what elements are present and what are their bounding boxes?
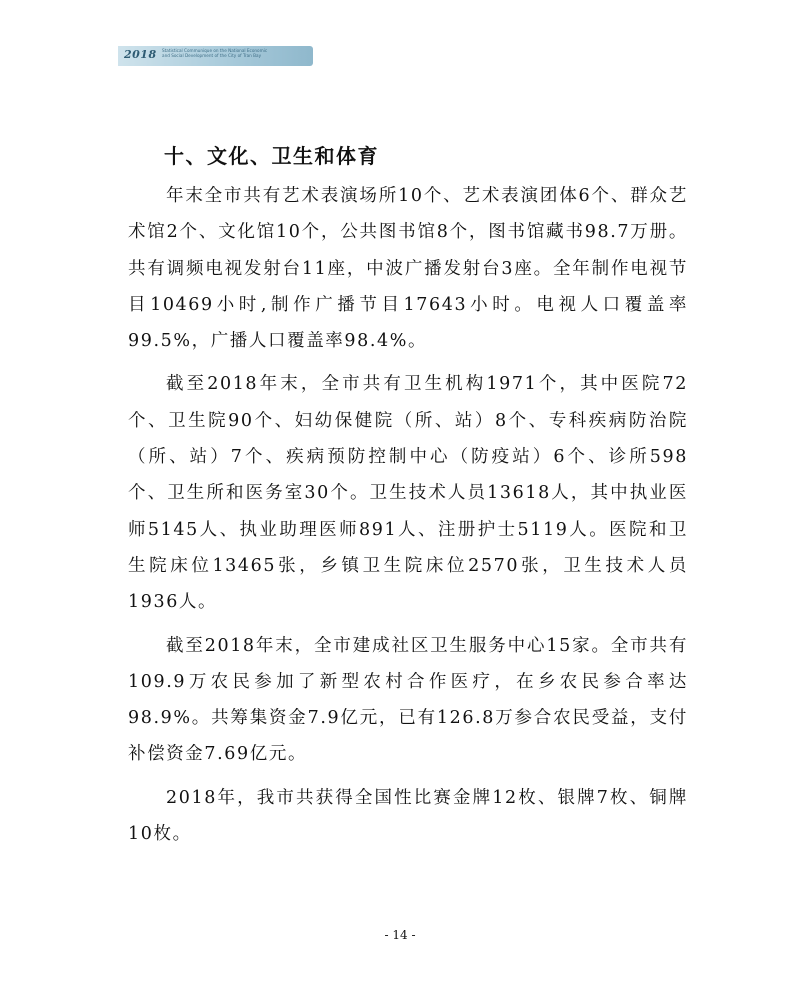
header-year: 2018	[124, 48, 157, 61]
paragraph-culture: 年末全市共有艺术表演场所10个、艺术表演团体6个、群众艺术馆2个、文化馆10个，公共图书馆8个，图书馆藏书98.7万册。共有调频电视发射台11座，中波广播发射台3座。全年制作电视节目10469小时,制作广播节目17643小时。电视人口覆盖率99.5%，广播人口覆盖率98.4%。	[128, 186, 688, 352]
page-number: - 14 -	[384, 928, 416, 942]
header-banner	[118, 46, 313, 66]
paragraph-sports: 2018年，我市共获得全国性比赛金牌12枚、银牌7枚、铜牌10枚。	[128, 787, 688, 845]
paragraph-health-institutions: 截至2018年末，全市共有卫生机构1971个，其中医院72个、卫生院90个、妇幼保健院（所、站）8个、专科疾病防治院（所、站）7个、疾病预防控制中心（防疫站）6个、诊所598个、卫生所和医务室30个。卫生技术人员13618人，其中执业医师5145人、执业助理医师891人、注册护士5119人。医院和卫生院床位13465张，乡镇卫生院床位2570张，卫生技术人员1936人。	[128, 374, 688, 613]
header-subtitle: Statistical Communique on the National Economic and Social Development of the City of Tran Bay	[162, 48, 268, 59]
section-title: 十、文化、卫生和体育	[164, 144, 379, 168]
document-body	[128, 142, 688, 859]
paragraph-community-health: 截至2018年末，全市建成社区卫生服务中心15家。全市共有109.9万农民参加了新型农村合作医疗，在乡农民参合率达98.9%。共筹集资金7.9亿元，已有126.8万参合农民受益，支付补偿资金7.69亿元。	[128, 635, 688, 765]
